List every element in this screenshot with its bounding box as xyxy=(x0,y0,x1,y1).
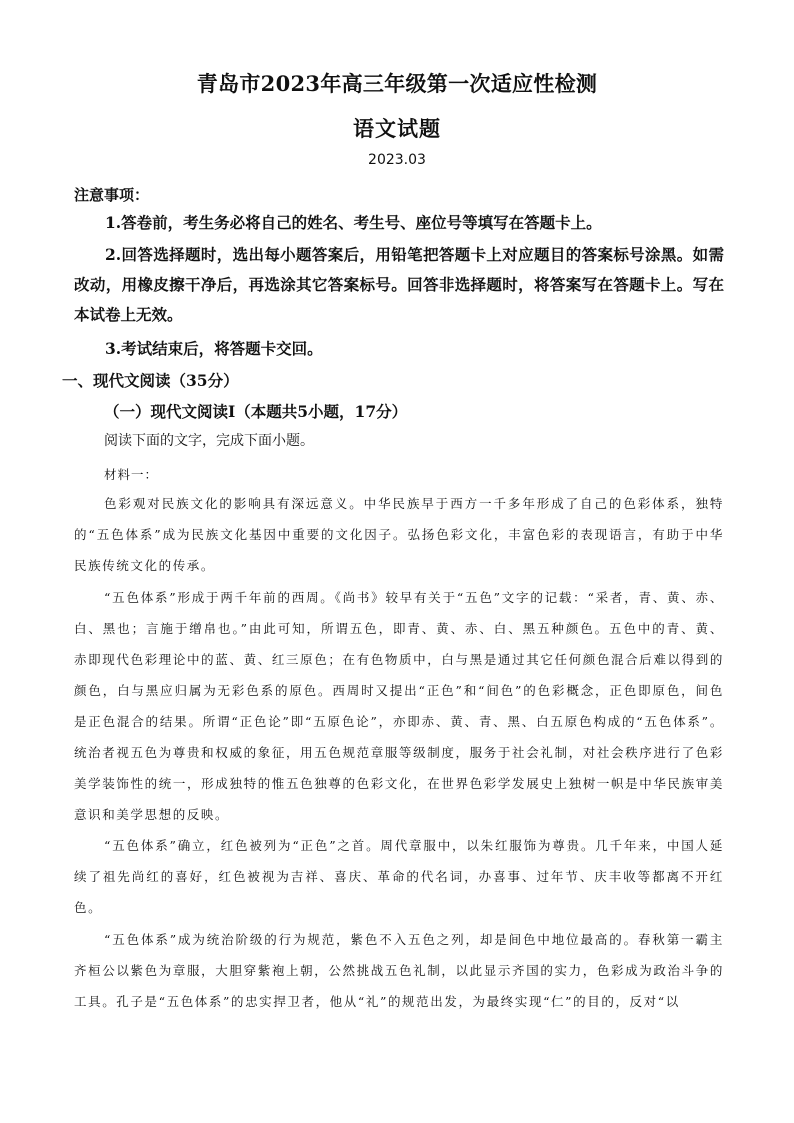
note-item-2: 2.回答选择题时，选出每小题答案后，用铅笔把答题卡上对应题目的答案标号涂黑。如需改动，用橡皮擦干净后，再选涂其它答案标号。回答非选择题时，将答案写在答题卡上。写在本试卷上无效。 xyxy=(74,245,724,324)
material-paragraph-3: “五色体系”确立，红色被列为“正色”之首。周代章服中，以朱红服饰为尊贵。几千年来，中国人延续了祖先尚红的喜好，红色被视为吉祥、喜庆、革命的代名词，办喜事、过年节、庆丰收等都离不开红色。 xyxy=(74,838,724,915)
material-label: 材料一： xyxy=(104,467,159,482)
subsection-heading: （一）现代文阅读Ⅰ（本题共5小题，17分） xyxy=(104,402,408,421)
exam-date: 2023.03 xyxy=(368,152,426,168)
material-paragraph-1: 色彩观对民族文化的影响具有深远意义。中华民族早于西方一千多年形成了自己的色彩体系，独特的“五色体系”成为民族文化基因中重要的文化因子。弘扬色彩文化，丰富色彩的表现语言，有助于中华民族传统文化的传承。 xyxy=(74,496,724,573)
notes-heading: 注意事项： xyxy=(74,186,150,204)
note-item-3: 3.考试结束后，将答题卡交回。 xyxy=(105,339,323,358)
material-paragraph-4: “五色体系”成为统治阶级的行为规范，紫色不入五色之列，却是间色中地位最高的。春秋第一霸主齐桓公以紫色为章服，大胆穿紫袍上朝，公然挑战五色礼制，以此显示齐国的实力，色彩成为政治斗争的工具。孔子是“五色体系”的忠实捍卫者，他从“礼”的规范出发，为最终实现“仁”的目的，反对“以 xyxy=(74,932,724,1009)
section-heading: 一、现代文阅读（35分） xyxy=(62,371,239,390)
reading-instruction: 阅读下面的文字，完成下面小题。 xyxy=(104,433,314,449)
material-paragraph-2: “五色体系”形成于两千年前的西周。《尚书》较早有关于“五色”文字的记载：“采者，青、黄、赤、白、黑也；言施于缯帛也。”由此可知，所谓五色，即青、黄、赤、白、黑五种颜色。五色中的青、黄、赤即现代色彩理论中的蓝、黄、红三原色；在有色物质中，白与黑是通过其它任何颜色混合后难以得到的颜色，白与黑应归属为无彩色系的原色。西周时又提出“正色”和“间色”的色彩概念，正色即原色，间色是正色混合的结果。所谓“正色论”即“五原色论”，亦即赤、黄、青、黑、白五原色构成的“五色体系”。统治者视五色为尊贵和权威的象征，用五色规范章服等级制度，服务于社会礼制，对社会秩序进行了色彩美学装饰性的统一，形成独特的惟五色独尊的色彩文化，在世界色彩学发展史上独树一帜是中华民族审美意识和美学思想的反映。 xyxy=(74,590,724,822)
exam-subject: 语文试题 xyxy=(353,116,441,141)
note-item-1: 1.答卷前，考生务必将自己的姓名、考生号、座位号等填写在答题卡上。 xyxy=(105,213,602,232)
exam-title: 青岛市2023年高三年级第一次适应性检测 xyxy=(196,71,598,96)
